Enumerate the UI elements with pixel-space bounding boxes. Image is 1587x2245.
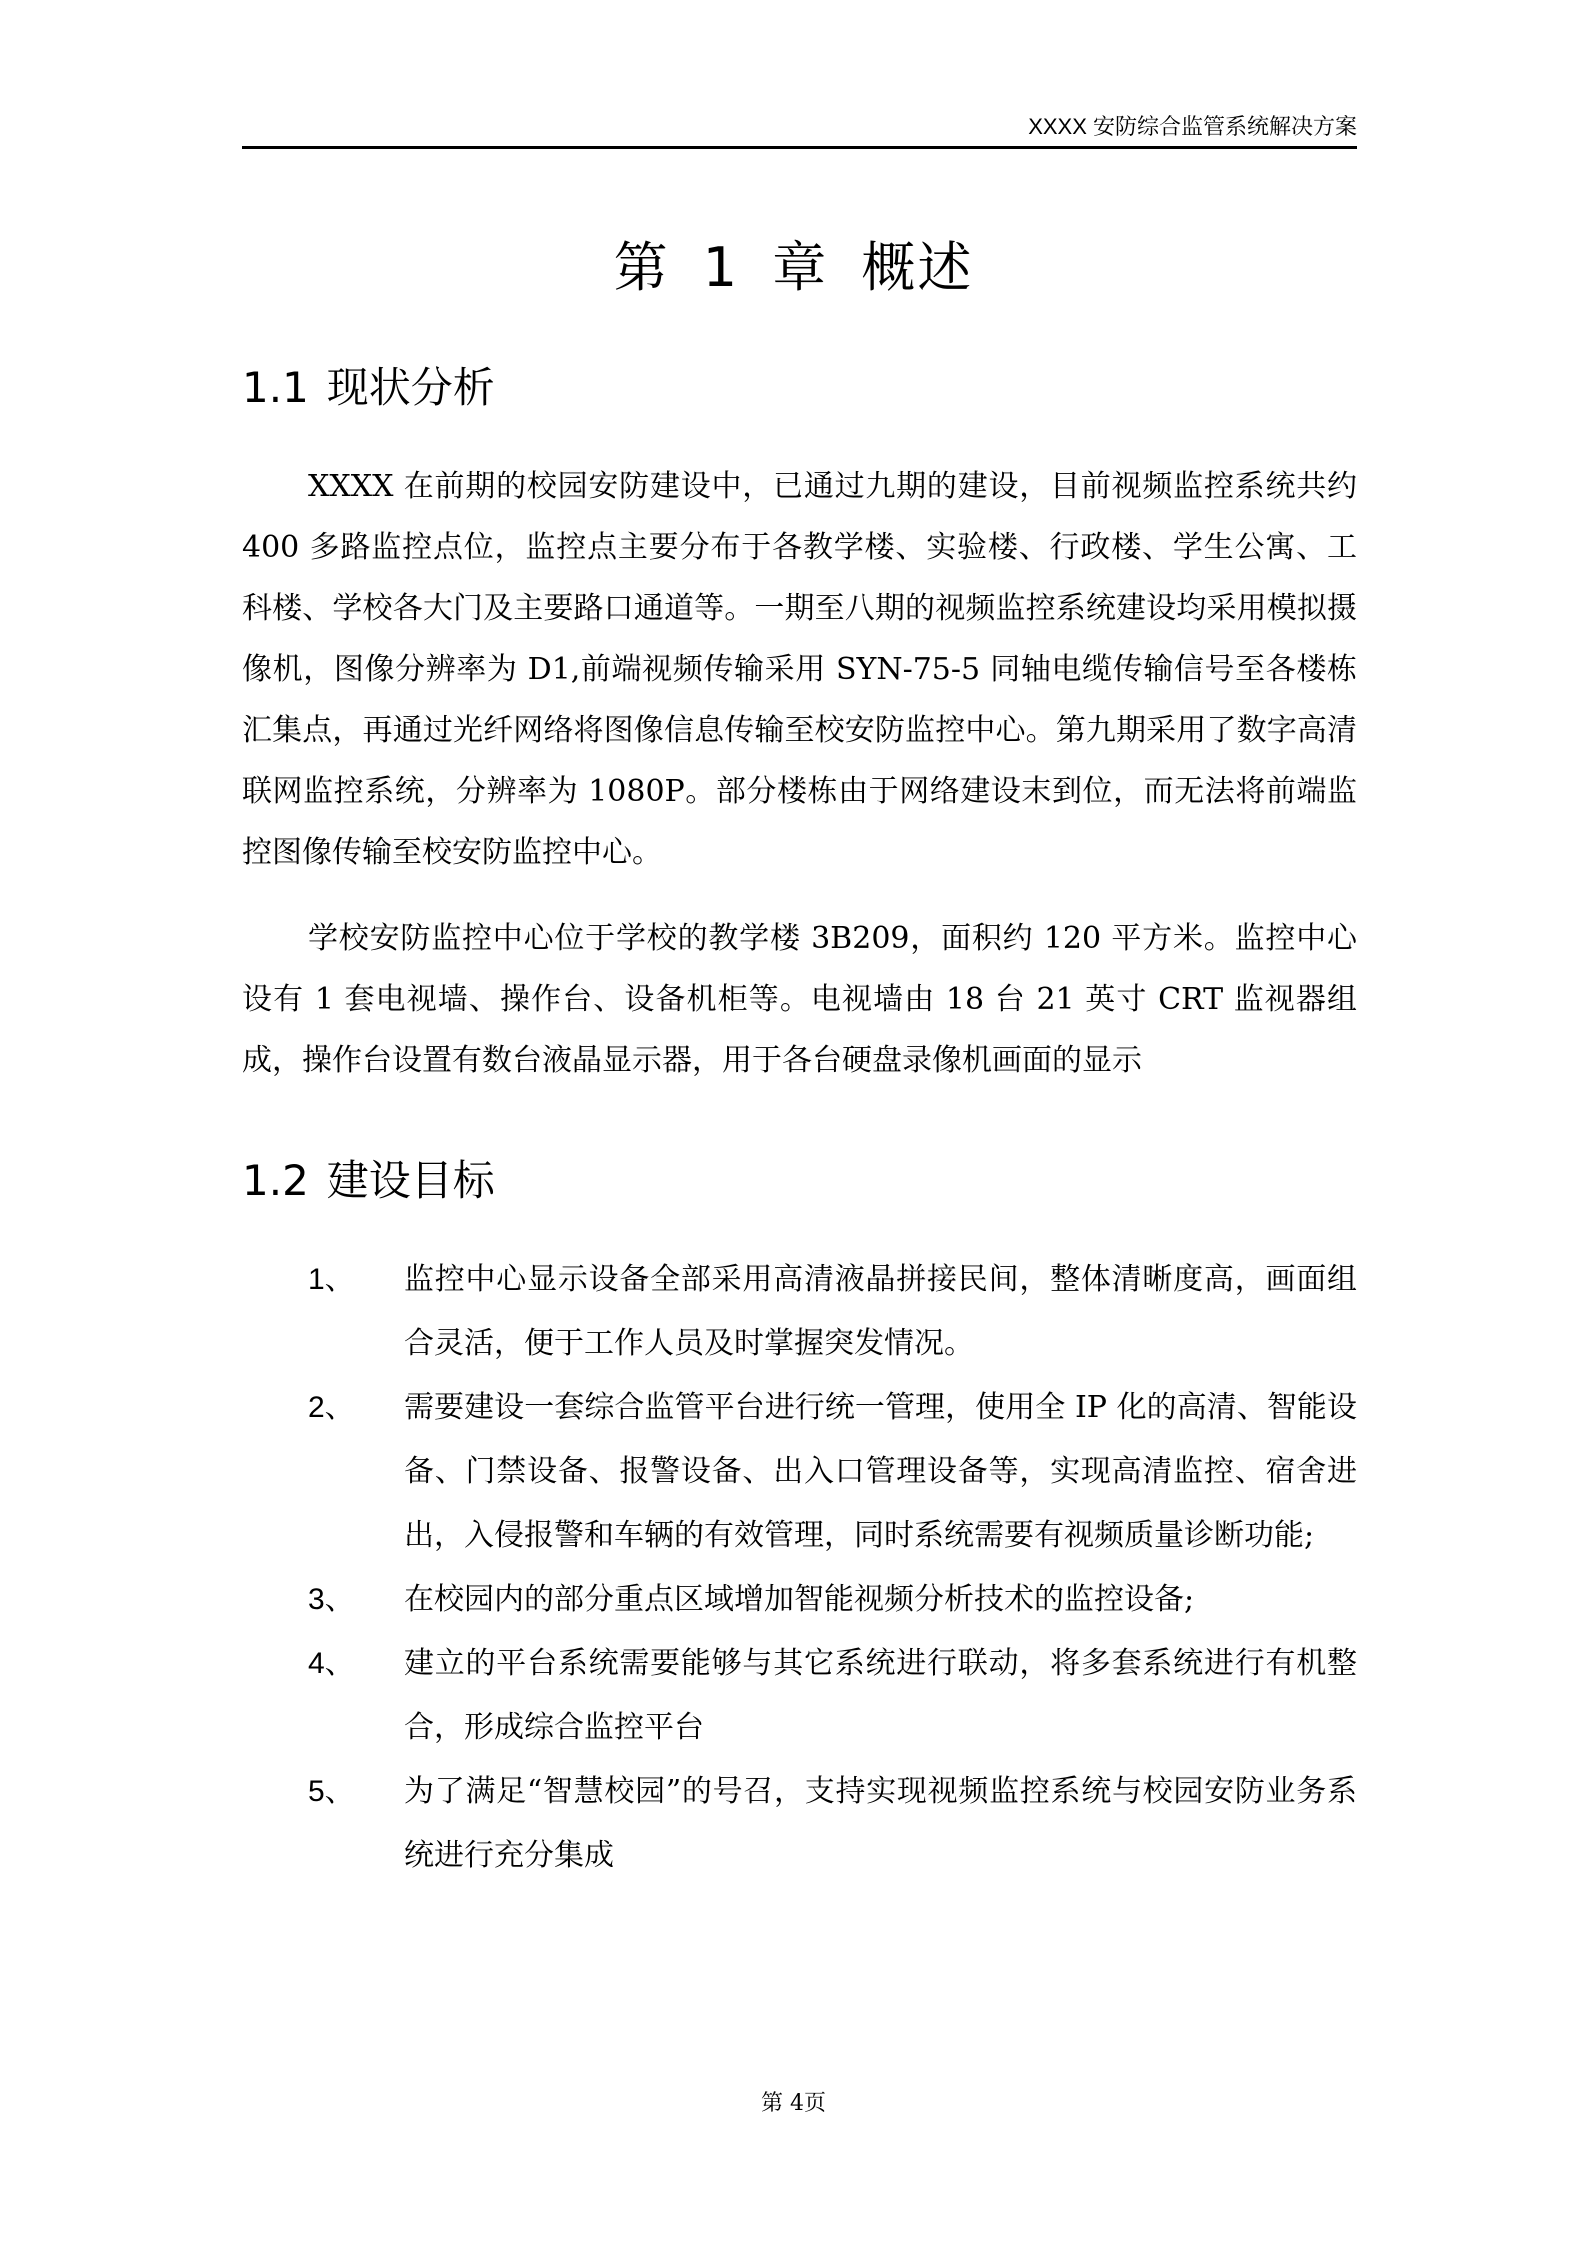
list-item bbox=[242, 1632, 1357, 1760]
list-item bbox=[242, 1568, 1357, 1632]
list-marker: 5、 bbox=[308, 1775, 355, 1808]
list-marker: 3、 bbox=[308, 1583, 355, 1616]
page-header bbox=[242, 108, 1357, 149]
list-item-text: 需要建设一套综合监管平台进行统一管理，使用全 IP 化的高清、智能设备、门禁设备、报警设备、出入口管理设备等，实现高清监控、宿舍进出，入侵报警和车辆的有效管理，同时系统需要有视频质量诊断功能; bbox=[404, 1390, 1357, 1553]
list-item-text: 建立的平台系统需要能够与其它系统进行联动，将多套系统进行有机整合，形成综合监控平台 bbox=[404, 1646, 1357, 1745]
list-marker: 1、 bbox=[308, 1263, 355, 1296]
list-item bbox=[242, 1248, 1357, 1376]
section-heading-1-2 bbox=[242, 1148, 495, 1208]
section-title: 建设目标 bbox=[326, 1156, 495, 1205]
list-item bbox=[242, 1760, 1357, 1888]
section-number: 1.1 bbox=[242, 363, 309, 412]
chapter-title: 第 1 章 概述 bbox=[613, 236, 974, 299]
list-marker: 2、 bbox=[308, 1391, 355, 1424]
list-item-text: 监控中心显示设备全部采用高清液晶拼接民间，整体清晰度高，画面组合灵活，便于工作人员及时掌握突发情况。 bbox=[404, 1262, 1357, 1361]
list-item-text: 在校园内的部分重点区域增加智能视频分析技术的监控设备; bbox=[404, 1582, 1195, 1617]
paragraph-status-2: 学校安防监控中心位于学校的教学楼 3B209，面积约 120 平方米。监控中心设有 1 套电视墙、操作台、设备机柜等。电视墙由 18 台 21 英寸 CRT 监视器组成，操作台设置有数台液晶显示器，用于各台硬盘录像机画面的显示 bbox=[242, 921, 1357, 1078]
list-item-text: 为了满足“智慧校园”的号召，支持实现视频监控系统与校园安防业务系统进行充分集成 bbox=[404, 1774, 1357, 1873]
section-title: 现状分析 bbox=[326, 363, 495, 412]
section-heading-1-1 bbox=[242, 355, 495, 415]
goals-list bbox=[242, 1248, 1357, 1888]
header-title: XXXX 安防综合监管系统解决方案 bbox=[1028, 114, 1357, 139]
list-marker: 4、 bbox=[308, 1647, 355, 1680]
section-number: 1.2 bbox=[242, 1156, 309, 1205]
page-number: 第 4页 bbox=[761, 2091, 826, 2116]
list-item bbox=[242, 1376, 1357, 1568]
paragraph-status-1: XXXX 在前期的校园安防建设中，已通过九期的建设，目前视频监控系统共约 400 多路监控点位，监控点主要分布于各教学楼、实验楼、行政楼、学生公寓、工科楼、学校各大门及主要路口通道等。一期至八期的视频监控系统建设均采用模拟摄像机，图像分辨率为 D1,前端视频传输采用 SYN-75-5 同轴电缆传输信号至各楼栋汇集点，再通过光纤网络将图像信息传输至校安防监控中心。第九期采用了数字高清联网监控系统，分辨率为 1080P。部分楼栋由于网络建设末到位，而无法将前端监控图像传输至校安防监控中心。 bbox=[242, 469, 1357, 870]
